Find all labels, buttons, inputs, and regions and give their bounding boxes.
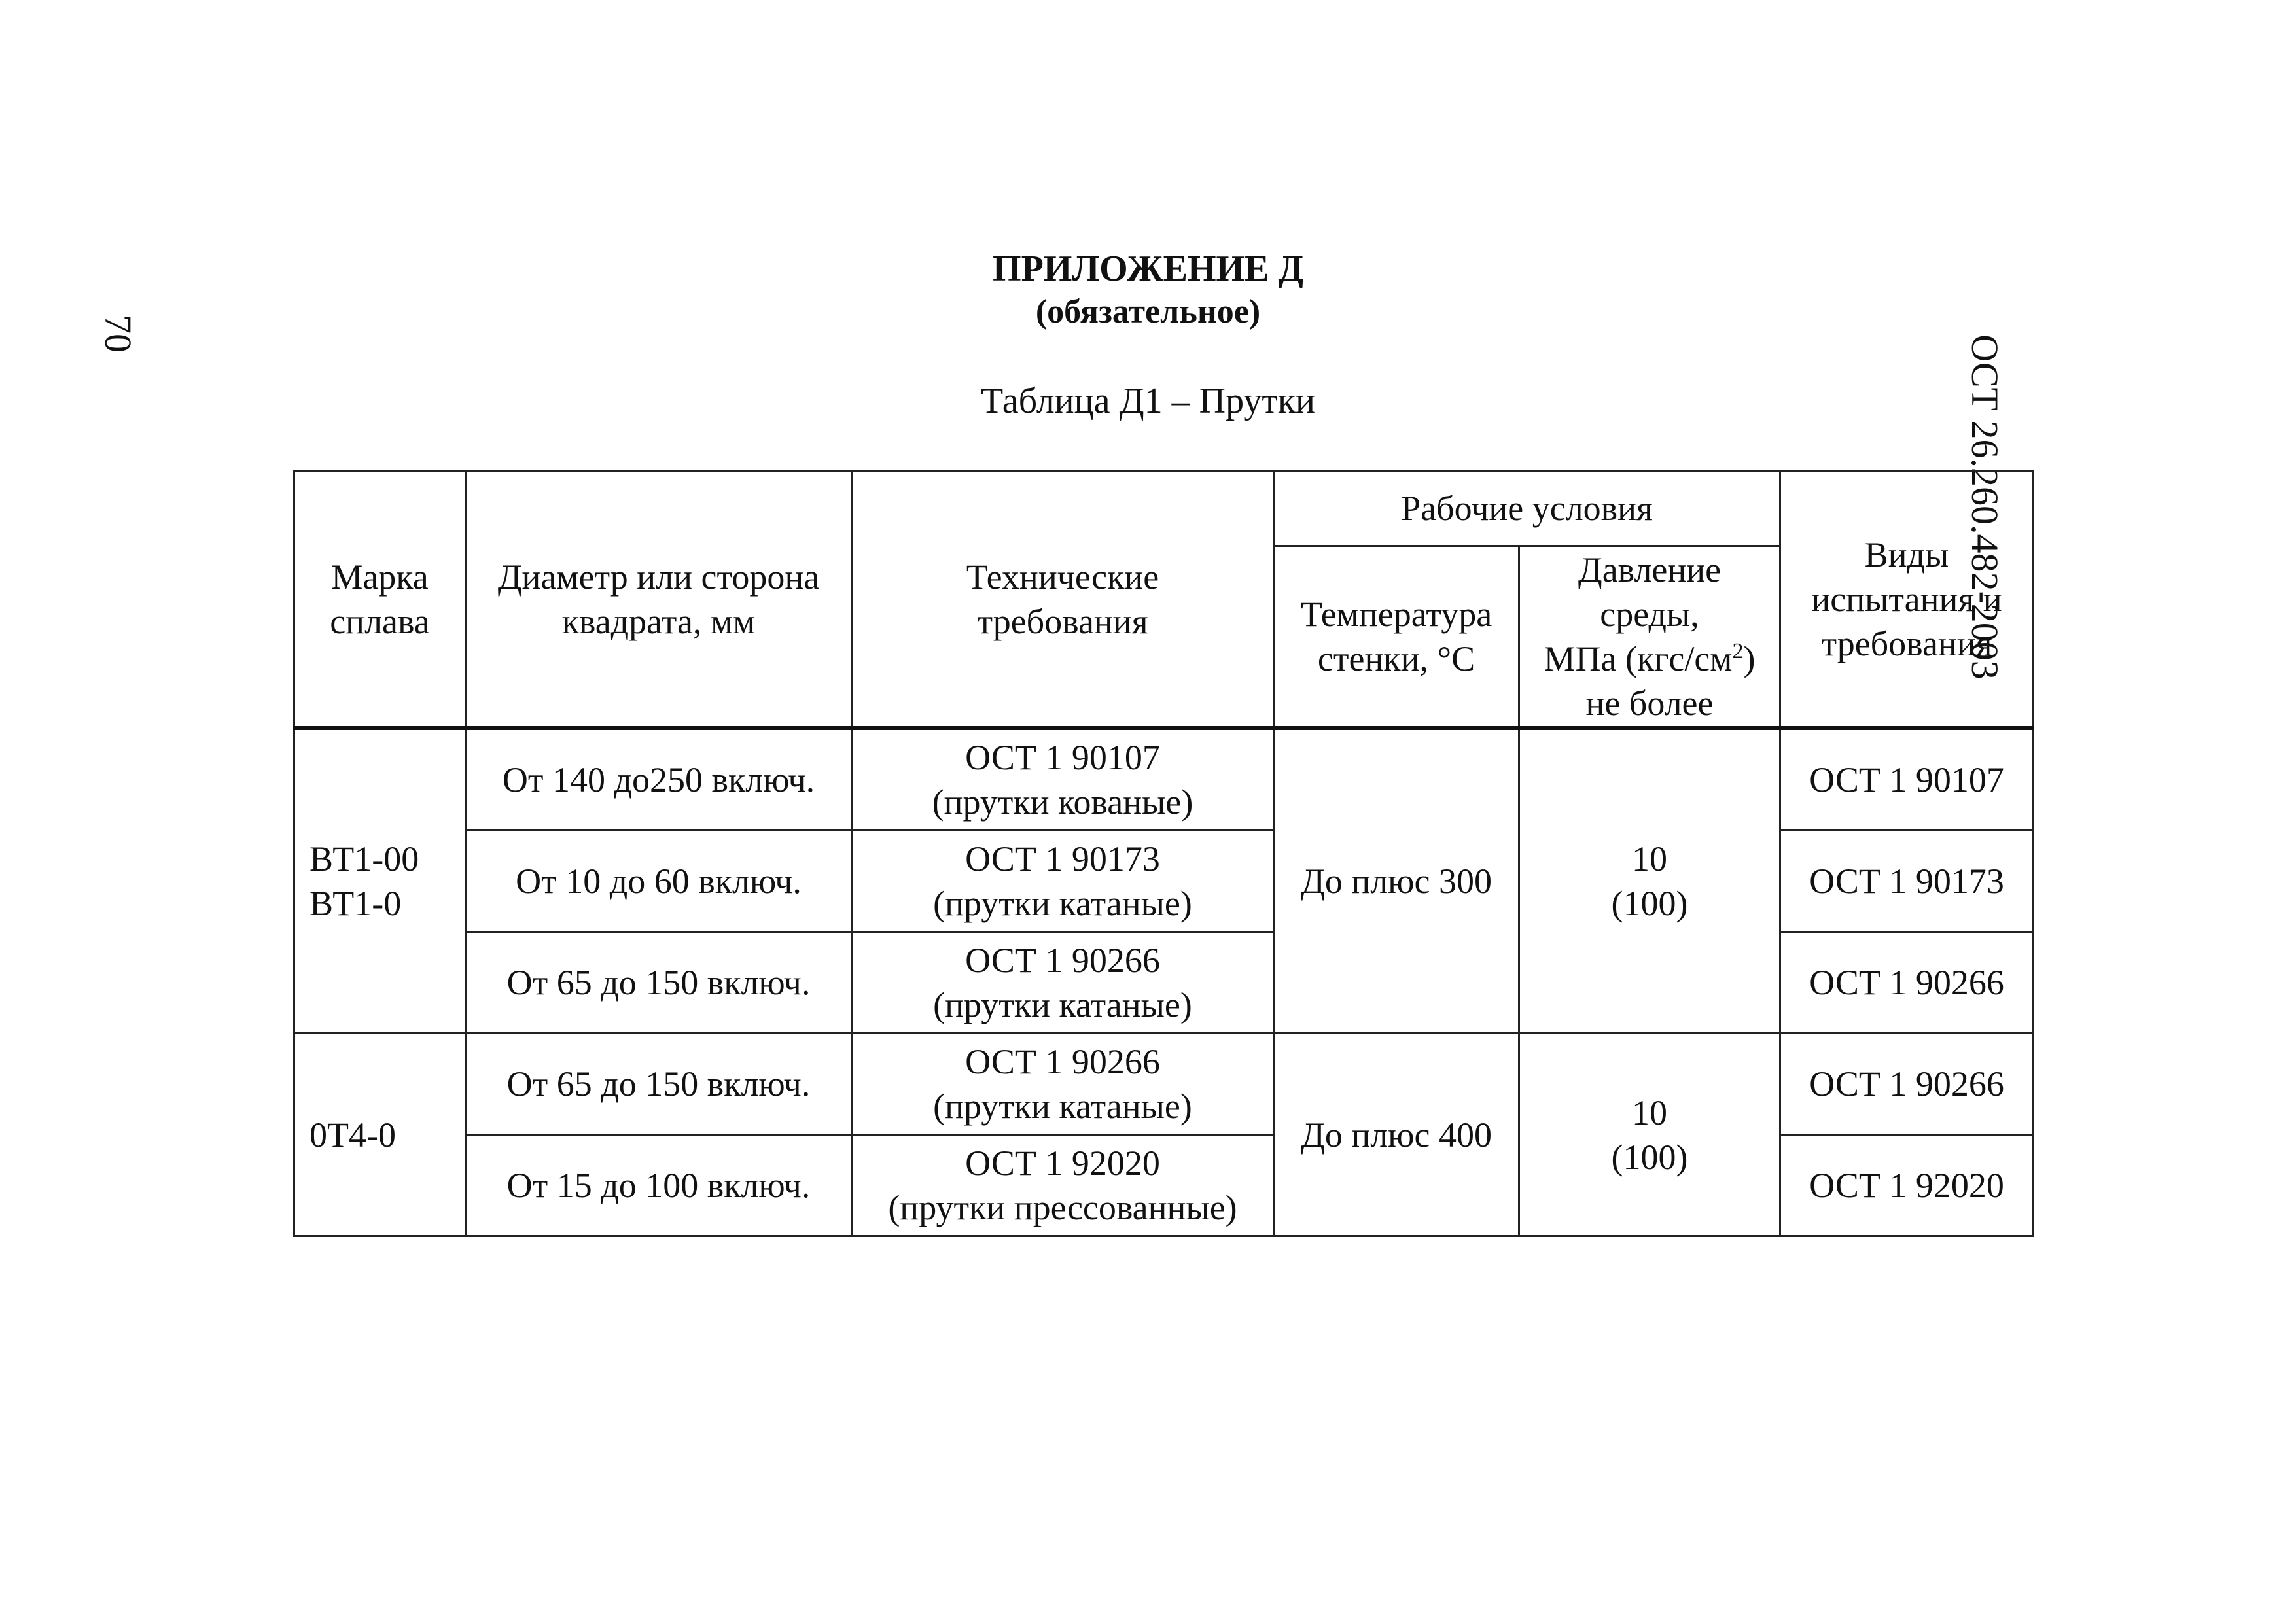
header-wall-temperature: Температура стенки, °С [1274,546,1519,729]
tests-cell: ОСТ 1 90173 [1780,831,2034,932]
diameter-cell: От 15 до 100 включ. [466,1135,852,1236]
table-row [294,1034,2034,1135]
diameter-cell: От 140 до250 включ. [466,728,852,831]
appendix-title: ПРИЛОЖЕНИЕ Д [993,249,1303,289]
temperature-cell: До плюс 400 [1274,1034,1519,1236]
header-pressure: Давление среды, МПа $(кгс/см^2)$ не более [1519,546,1780,729]
diameter-cell: От 65 до 150 включ. [466,1034,852,1135]
alloy-cell: 0Т4-0 [294,1034,466,1236]
header-diameter: Диаметр или сторона квадрата, мм [466,471,852,729]
tech-cell: ОСТ 1 90266 (прутки катаные) [852,1034,1274,1135]
header-alloy: Марка сплава [294,471,466,729]
header-working-conditions: Рабочие условия [1274,471,1780,546]
tests-cell: ОСТ 1 92020 [1780,1135,2034,1236]
diameter-cell: От 10 до 60 включ. [466,831,852,932]
tech-cell: ОСТ 1 92020 (прутки прессованные) [852,1135,1274,1236]
header-tech-requirements: Технические требования [852,471,1274,729]
rods-table [293,470,2034,1237]
document-code: ОСТ 26.260.482-2003 [1964,334,2006,680]
appendix-subtitle: (обязательное) [1035,293,1261,330]
diameter-cell: От 65 до 150 включ. [466,932,852,1034]
temperature-cell: До плюс 300 [1274,728,1519,1034]
header-test-types: Виды испытания и требования [1780,471,2034,729]
table-row [294,728,2034,831]
tech-cell: ОСТ 1 90173 (прутки катаные) [852,831,1274,932]
table-header-row [294,471,2034,546]
tests-cell: ОСТ 1 90107 [1780,728,2034,831]
tech-cell: ОСТ 1 90266 (прутки катаные) [852,932,1274,1034]
tests-cell: ОСТ 1 90266 [1780,1034,2034,1135]
tests-cell: ОСТ 1 90266 [1780,932,2034,1034]
tech-cell: ОСТ 1 90107 (прутки кованые) [852,728,1274,831]
table-caption: Таблица Д1 – Прутки [980,381,1316,421]
pressure-cell: 10 (100) [1519,728,1780,1034]
alloy-cell: ВТ1-00 ВТ1-0 [294,728,466,1034]
pressure-cell: 10 (100) [1519,1034,1780,1236]
page-number: 70 [97,315,139,353]
